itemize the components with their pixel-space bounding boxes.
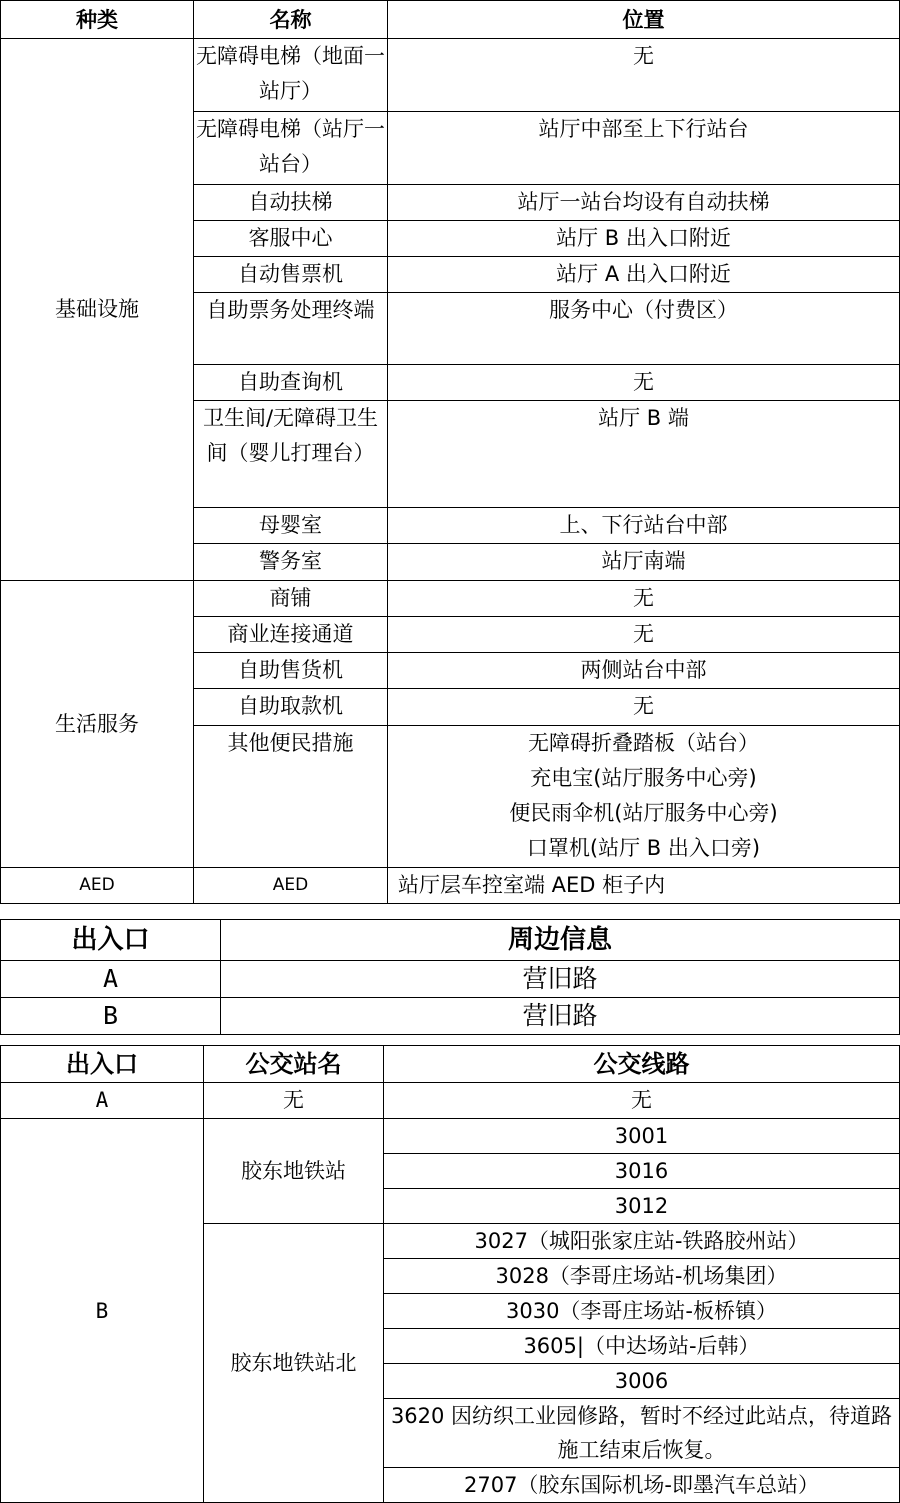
bus-route-cell: 3605|（中达场站-后韩）: [384, 1329, 900, 1364]
header-exit: 出入口: [1, 1046, 204, 1083]
header-exit: 出入口: [1, 920, 221, 961]
category-cell: AED: [1, 868, 194, 904]
facility-location: 无: [388, 617, 900, 653]
facility-location: 无: [388, 39, 900, 112]
bus-route-cell: 3006: [384, 1364, 900, 1399]
facility-location: 无: [388, 689, 900, 726]
exit-cell: B: [1, 998, 221, 1035]
facilities-header-row: [1, 1, 900, 39]
surroundings-info: 营旧路: [221, 961, 900, 998]
bus-route-cell: 3030（李哥庄场站-板桥镇）: [384, 1294, 900, 1329]
facility-location: 站厅 B 出入口附近: [388, 221, 900, 257]
facility-name: 警务室: [194, 544, 388, 581]
bus-header-row: [1, 1046, 900, 1083]
category-cell: 基础设施: [1, 39, 194, 581]
bus-stop-cell: 无: [204, 1083, 384, 1119]
header-bus-routes: 公交线路: [384, 1046, 900, 1083]
category-cell: 生活服务: [1, 581, 194, 868]
facility-name: 自动售票机: [194, 257, 388, 293]
facility-location: 站厅 A 出入口附近: [388, 257, 900, 293]
facility-name: 商业连接通道: [194, 617, 388, 653]
surroundings-table: [0, 919, 900, 1035]
header-location: 位置: [388, 1, 900, 39]
bus-table: [0, 1045, 900, 1503]
convenience-item: 口罩机(站厅 B 出入口旁): [526, 836, 761, 860]
facility-location: 无: [388, 365, 900, 401]
table-row: [1, 1119, 900, 1154]
facility-location: 两侧站台中部: [388, 653, 900, 689]
facility-location: [388, 726, 900, 868]
facility-name: 母婴室: [194, 508, 388, 544]
table-row: [1, 868, 900, 904]
exit-cell: A: [1, 961, 221, 998]
bus-route-cell: 3012: [384, 1189, 900, 1224]
table-row: [1, 998, 900, 1035]
surroundings-info: 营旧路: [221, 998, 900, 1035]
convenience-item: 充电宝(站厅服务中心旁): [530, 766, 757, 790]
facility-location: 服务中心（付费区）: [388, 293, 900, 365]
facility-location: 站厅层车控室端 AED 柜子内: [388, 868, 900, 904]
header-name: 名称: [194, 1, 388, 39]
table-row: [1, 1083, 900, 1119]
facility-name: 自动扶梯: [194, 185, 388, 221]
header-surroundings: 周边信息: [221, 920, 900, 961]
table-row: [1, 961, 900, 998]
facility-name: 商铺: [194, 581, 388, 617]
bus-route-cell: 3028（李哥庄场站-机场集团）: [384, 1259, 900, 1294]
facility-name: AED: [194, 868, 388, 904]
exit-cell: A: [1, 1083, 204, 1119]
facility-name: 无障碍电梯（站厅一站台）: [194, 112, 388, 185]
facility-name: 自助查询机: [194, 365, 388, 401]
bus-route-cell: 2707（胶东国际机场-即墨汽车总站）: [384, 1468, 900, 1503]
bus-stop-cell: 胶东地铁站: [204, 1119, 384, 1224]
facility-name: 自助票务处理终端: [194, 293, 388, 365]
facility-name: 客服中心: [194, 221, 388, 257]
facility-location: 站厅南端: [388, 544, 900, 581]
bus-route-cell: 3016: [384, 1154, 900, 1189]
bus-route-cell: 3027（城阳张家庄站-铁路胶州站）: [384, 1224, 900, 1259]
table-row: [1, 581, 900, 617]
facility-name: 其他便民措施: [194, 726, 388, 868]
facility-name: 无障碍电梯（地面一站厅）: [194, 39, 388, 112]
bus-route-cell: 3620 因纺织工业园修路，暂时不经过此站点，待道路施工结束后恢复。: [384, 1399, 900, 1468]
facility-location: 站厅 B 端: [388, 401, 900, 508]
facility-name: 卫生间/无障碍卫生间（婴儿打理台）: [194, 401, 388, 508]
bus-route-cell: 3001: [384, 1119, 900, 1154]
facility-name: 自助售货机: [194, 653, 388, 689]
convenience-item: 无障碍折叠踏板（站台）: [528, 731, 759, 755]
facility-location: 站厅中部至上下行站台: [388, 112, 900, 185]
facility-name: 自助取款机: [194, 689, 388, 726]
convenience-item: 便民雨伞机(站厅服务中心旁): [509, 801, 778, 825]
header-category: 种类: [1, 1, 194, 39]
facility-location: 上、下行站台中部: [388, 508, 900, 544]
facility-location: 无: [388, 581, 900, 617]
header-bus-stop: 公交站名: [204, 1046, 384, 1083]
facility-location: 站厅一站台均设有自动扶梯: [388, 185, 900, 221]
bus-route-cell: 无: [384, 1083, 900, 1119]
surroundings-header-row: [1, 920, 900, 961]
table-row: [1, 39, 900, 112]
exit-cell: B: [1, 1119, 204, 1503]
bus-stop-cell: 胶东地铁站北: [204, 1224, 384, 1503]
